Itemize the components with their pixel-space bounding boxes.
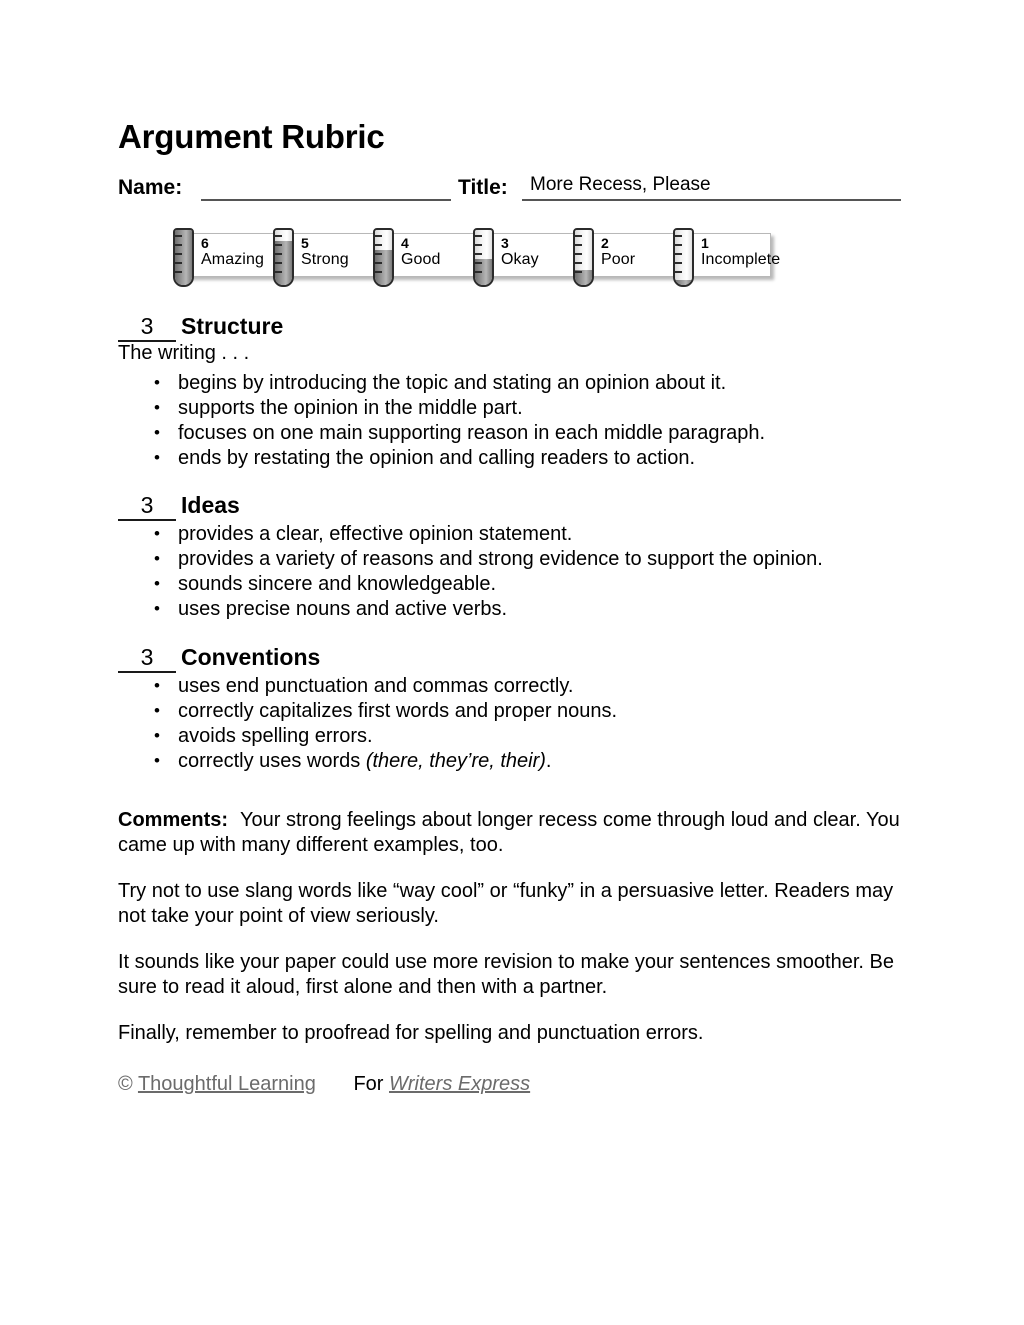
trait-name: Conventions bbox=[181, 644, 321, 670]
rating-level-4[interactable] bbox=[373, 228, 473, 288]
publisher-link[interactable]: Thoughtful Learning bbox=[137, 1073, 316, 1095]
score-field-ideas[interactable] bbox=[118, 492, 176, 521]
rating-level-word: Amazing bbox=[201, 251, 264, 269]
trait-name: Ideas bbox=[181, 492, 240, 518]
rating-level-number: 2 bbox=[601, 235, 610, 251]
comments-label: Comments: bbox=[118, 809, 229, 831]
gauge-ticks-icon bbox=[175, 235, 182, 280]
rating-level-3[interactable] bbox=[473, 228, 573, 288]
score-field-conventions[interactable] bbox=[118, 644, 176, 673]
criteria-item: • begins by introducing the topic and stating an opinion about it. bbox=[178, 371, 765, 396]
gauge-ticks-icon bbox=[475, 235, 482, 280]
criteria-item: • provides a clear, effective opinion statement. bbox=[178, 522, 823, 547]
criteria-item: • correctly uses words (there, they’re, their). bbox=[178, 749, 617, 774]
rating-scale bbox=[173, 228, 781, 288]
rating-level-text bbox=[701, 236, 780, 268]
gauge-icon-1 bbox=[673, 228, 694, 287]
rating-level-1[interactable] bbox=[673, 228, 781, 288]
gauge-ticks-icon bbox=[575, 235, 582, 280]
comments-text-0: Your strong feelings about longer recess come through loud and clear. You came up with many different examples, too. bbox=[118, 809, 900, 856]
trait-section-structure bbox=[118, 313, 918, 469]
rating-level-text bbox=[601, 236, 635, 268]
trait-intro: The writing . . . bbox=[118, 342, 250, 364]
gauge-ticks-icon bbox=[275, 235, 282, 280]
criteria-item: • sounds sincere and knowledgeable. bbox=[178, 572, 823, 597]
name-title-row bbox=[118, 173, 908, 207]
trait-section-ideas bbox=[118, 492, 918, 620]
rating-level-number: 5 bbox=[301, 235, 310, 251]
rating-level-text bbox=[301, 236, 349, 268]
criteria-item: • uses precise nouns and active verbs. bbox=[178, 597, 823, 622]
book-link[interactable]: Writers Express bbox=[389, 1073, 531, 1095]
gauge-icon-6 bbox=[173, 228, 194, 287]
criteria-list bbox=[140, 522, 823, 622]
rating-level-5[interactable] bbox=[273, 228, 373, 288]
score-value: 3 bbox=[140, 644, 154, 670]
criteria-item: • uses end punctuation and commas correctly. bbox=[178, 674, 617, 699]
criteria-item: • ends by restating the opinion and calling readers to action. bbox=[178, 446, 765, 471]
rating-level-word: Good bbox=[401, 251, 441, 269]
gauge-fill-part bbox=[675, 280, 692, 285]
rating-level-word: Okay bbox=[501, 251, 539, 269]
rating-level-number: 1 bbox=[701, 235, 710, 251]
score-value: 3 bbox=[140, 313, 154, 339]
gauge-ticks-icon bbox=[375, 235, 382, 280]
score-field-structure[interactable] bbox=[118, 313, 176, 342]
title-field[interactable] bbox=[522, 173, 901, 201]
criteria-item: • focuses on one main supporting reason in each middle paragraph. bbox=[178, 421, 765, 446]
trait-name: Structure bbox=[181, 313, 284, 339]
gauge-icon-3 bbox=[473, 228, 494, 287]
name-field[interactable] bbox=[201, 173, 451, 201]
criteria-item: • supports the opinion in the middle part. bbox=[178, 396, 765, 421]
name-label: Name: bbox=[118, 176, 183, 199]
comments-section bbox=[118, 808, 906, 1067]
rating-level-number: 4 bbox=[401, 235, 410, 251]
criteria-italic-note: (there, they’re, their) bbox=[365, 750, 546, 772]
criteria-item: • avoids spelling errors. bbox=[178, 724, 617, 749]
rating-level-2[interactable] bbox=[573, 228, 673, 288]
gauge-icon-5 bbox=[273, 228, 294, 287]
rating-level-text bbox=[401, 236, 441, 268]
criteria-list bbox=[140, 371, 765, 471]
criteria-item: • provides a variety of reasons and strong evidence to support the opinion. bbox=[178, 547, 823, 572]
rating-scale-levels bbox=[173, 228, 781, 288]
comments-paragraph-3: Finally, remember to proofread for spelling and punctuation errors. bbox=[118, 1022, 704, 1044]
trait-header bbox=[118, 644, 918, 674]
rating-level-word: Poor bbox=[601, 251, 636, 269]
for-label: For bbox=[353, 1073, 384, 1095]
title-value: More Recess, Please bbox=[530, 174, 711, 195]
comments-paragraph-2: It sounds like your paper could use more revision to make your sentences smoother. Be sure to read it aloud, first alone and then with a partner. bbox=[118, 951, 894, 998]
gauge-icon-2 bbox=[573, 228, 594, 287]
rating-level-6[interactable] bbox=[173, 228, 273, 288]
rating-level-number: 3 bbox=[501, 235, 510, 251]
rating-level-word: Strong bbox=[301, 251, 349, 269]
title-label: Title: bbox=[458, 176, 508, 199]
rating-level-text bbox=[201, 236, 264, 268]
comments-paragraph-1: Try not to use slang words like “way cool” or “funky” in a persuasive letter. Readers may not take your point of view seriously. bbox=[118, 880, 894, 927]
gauge-icon-4 bbox=[373, 228, 394, 287]
rating-level-word: Incomplete bbox=[701, 251, 781, 269]
footer bbox=[118, 1073, 530, 1096]
comments-paragraph-0 bbox=[118, 808, 906, 858]
criteria-item: • correctly capitalizes first words and proper nouns. bbox=[178, 699, 617, 724]
trait-header bbox=[118, 492, 918, 522]
rating-level-text bbox=[501, 236, 539, 268]
criteria-list bbox=[140, 674, 617, 774]
rating-level-number: 6 bbox=[201, 235, 210, 251]
copyright-icon: © bbox=[118, 1073, 133, 1095]
score-value: 3 bbox=[140, 492, 154, 518]
gauge-ticks-icon bbox=[675, 235, 682, 280]
trait-header bbox=[118, 313, 918, 343]
trait-section-conventions bbox=[118, 644, 918, 772]
page-title: Argument Rubric bbox=[118, 118, 385, 155]
